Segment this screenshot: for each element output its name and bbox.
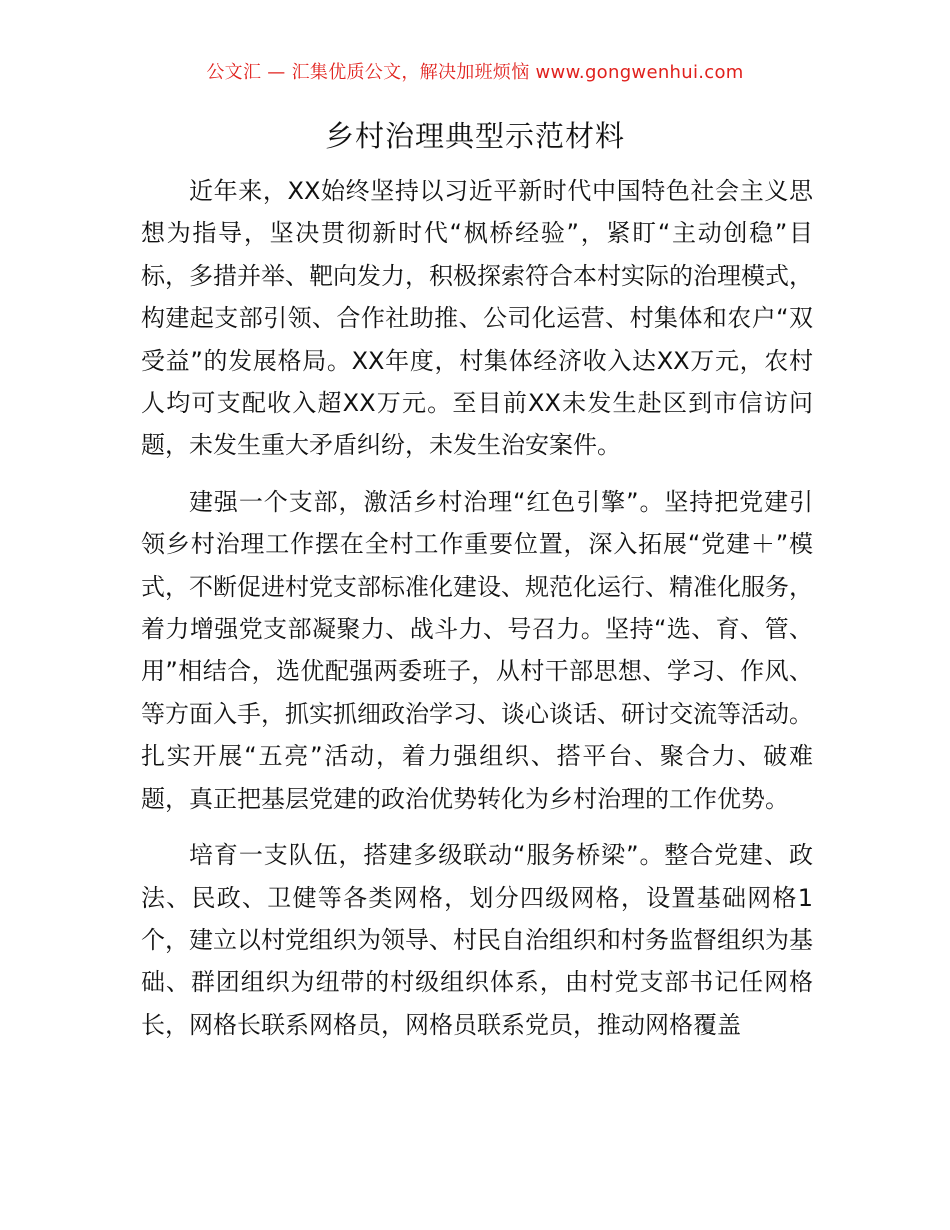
paragraph-intro: 近年来，XX始终坚持以习近平新时代中国特色社会主义思想为指导，坚决贯彻新时代“枫桥经验”，紧盯“主动创稳”目标，多措并举、靶向发力，积极探索符合本村实际的治理模式，构建起支部引领、合作社助推、公司化运营、村集体和农户“双受益”的发展格局。XX年度，村集体经济收入达XX万元，农村人均可支配收入超XX万元。至目前XX未发生赴区到市信访问题，未发生重大矛盾纠纷，未发生治安案件。 — [141, 177, 813, 460]
site-banner: 公文汇 — 汇集优质公文，解决加班烦恼 www.gongwenhui.com — [206, 62, 744, 83]
document-body — [141, 170, 813, 1060]
paragraph-service-team: 培育一支队伍，搭建多级联动“服务桥梁”。整合党建、政法、民政、卫健等各类网格，划分四级网格，设置基础网格1个，建立以村党组织为领导、村民自治组织和村务监督组织为基础、群团组织为纽带的村级组织体系，由村党支部书记任网格长，网格长联系网格员，网格员联系党员，推动网格覆盖 — [141, 841, 813, 1039]
paragraph-party-branch: 建强一个支部，激活乡村治理“红色引擎”。坚持把党建引领乡村治理工作摆在全村工作重要位置，深入拓展“党建＋”模式，不断促进村党支部标准化建设、规范化运行、精准化服务，着力增强党支部凝聚力、战斗力、号召力。坚持“选、育、管、用”相结合，选优配强两委班子，从村干部思想、学习、作风、等方面入手，抓实抓细政治学习、谈心谈话、研讨交流等活动。扎实开展“五亮”活动，着力强组织、搭平台、聚合力、破难题，真正把基层党建的政治优势转化为乡村治理的工作优势。 — [141, 487, 813, 813]
document-title: 乡村治理典型示范材料 — [324, 119, 625, 153]
